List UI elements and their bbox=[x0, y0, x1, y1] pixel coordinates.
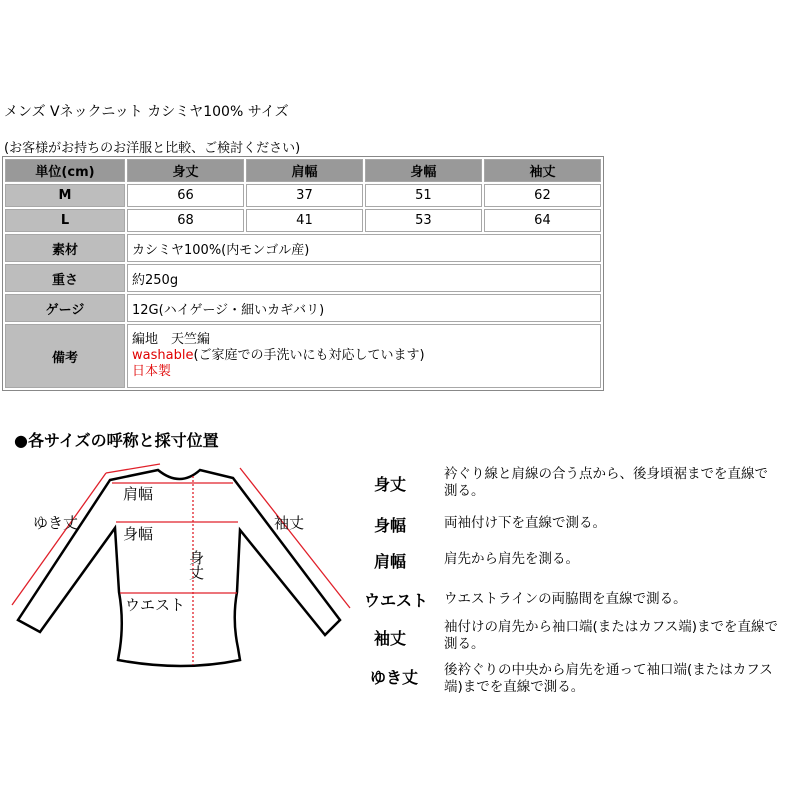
label-yuki: ゆき丈 bbox=[33, 514, 79, 532]
table-row bbox=[5, 209, 601, 232]
table-cell: 66 bbox=[127, 184, 244, 207]
weight-label: 重さ bbox=[5, 264, 125, 292]
garment-outline bbox=[18, 470, 340, 666]
label-sode: 袖丈 bbox=[274, 514, 305, 532]
label-mihaba: 身幅 bbox=[123, 525, 154, 543]
remarks-label: 備考 bbox=[5, 324, 125, 388]
gauge-row bbox=[5, 294, 601, 322]
material-label: 素材 bbox=[5, 234, 125, 262]
def-desc-kata: 肩先から肩先を測る。 bbox=[444, 551, 579, 567]
def-term-sode: 袖丈 bbox=[374, 629, 407, 648]
label-waist: ウエスト bbox=[125, 596, 186, 614]
size-label: L bbox=[5, 209, 125, 232]
sleeve-line bbox=[240, 468, 350, 608]
material-value: カシミヤ100%(内モンゴル産) bbox=[127, 234, 601, 262]
label-kata: 肩幅 bbox=[123, 485, 154, 503]
washable-text: washable bbox=[132, 348, 194, 363]
table-header-row bbox=[5, 159, 601, 182]
header-katahaba: 肩幅 bbox=[246, 159, 363, 182]
gauge-value: 12G(ハイゲージ・細いカギバリ) bbox=[127, 294, 601, 322]
def-desc-mitake: 衿ぐり線と肩線の合う点から、後身頃裾までを直線で測る。 bbox=[444, 466, 768, 499]
table-cell: 37 bbox=[246, 184, 363, 207]
compare-note: (お客様がお持ちのお洋服と比較、ご検討ください) bbox=[4, 141, 301, 156]
material-row bbox=[5, 234, 601, 262]
remarks-washable-line bbox=[132, 348, 596, 364]
def-term-mitake: 身丈 bbox=[374, 475, 407, 494]
table-cell: 53 bbox=[365, 209, 482, 232]
table-cell: 62 bbox=[484, 184, 601, 207]
def-desc-yuki: 後衿ぐりの中央から肩先を通って袖口端(またはカフス端)までを直線で測る。 bbox=[444, 662, 773, 695]
header-sodetake: 袖丈 bbox=[484, 159, 601, 182]
section-title: ●各サイズの呼称と採寸位置 bbox=[14, 431, 219, 450]
table-cell: 68 bbox=[127, 209, 244, 232]
weight-value: 約250g bbox=[127, 264, 601, 292]
def-term-waist: ウエスト bbox=[364, 591, 429, 610]
table-row bbox=[5, 184, 601, 207]
remarks-row bbox=[5, 324, 601, 388]
yuki-line-2 bbox=[12, 473, 106, 605]
remarks-made-in: 日本製 bbox=[132, 364, 172, 379]
def-term-kata: 肩幅 bbox=[374, 552, 407, 571]
garment-diagram bbox=[0, 450, 360, 690]
def-desc-mihaba: 両袖付け下を直線で測る。 bbox=[444, 515, 606, 531]
def-desc-waist: ウエストラインの両脇間を直線で測る。 bbox=[444, 591, 687, 607]
def-desc-sode: 袖付けの肩先から袖口端(またはカフス端)までを直線で測る。 bbox=[444, 619, 778, 652]
header-unit: 単位(cm) bbox=[5, 159, 125, 182]
def-term-yuki: ゆき丈 bbox=[370, 668, 419, 687]
gauge-label: ゲージ bbox=[5, 294, 125, 322]
page-title: メンズ Vネックニット カシミヤ100% サイズ bbox=[4, 104, 289, 120]
header-mihaba: 身幅 bbox=[365, 159, 482, 182]
def-term-mihaba: 身幅 bbox=[374, 516, 407, 535]
header-mitake: 身丈 bbox=[127, 159, 244, 182]
size-table bbox=[2, 156, 604, 391]
table-cell: 41 bbox=[246, 209, 363, 232]
size-label: M bbox=[5, 184, 125, 207]
weight-row bbox=[5, 264, 601, 292]
remarks-washable-note: (ご家庭での手洗いにも対応しています) bbox=[193, 348, 425, 363]
label-mitake: 身丈 bbox=[187, 550, 205, 580]
remarks-knit: 編地 天竺編 bbox=[132, 332, 211, 347]
table-cell: 64 bbox=[484, 209, 601, 232]
remarks-value bbox=[127, 324, 601, 388]
table-cell: 51 bbox=[365, 184, 482, 207]
